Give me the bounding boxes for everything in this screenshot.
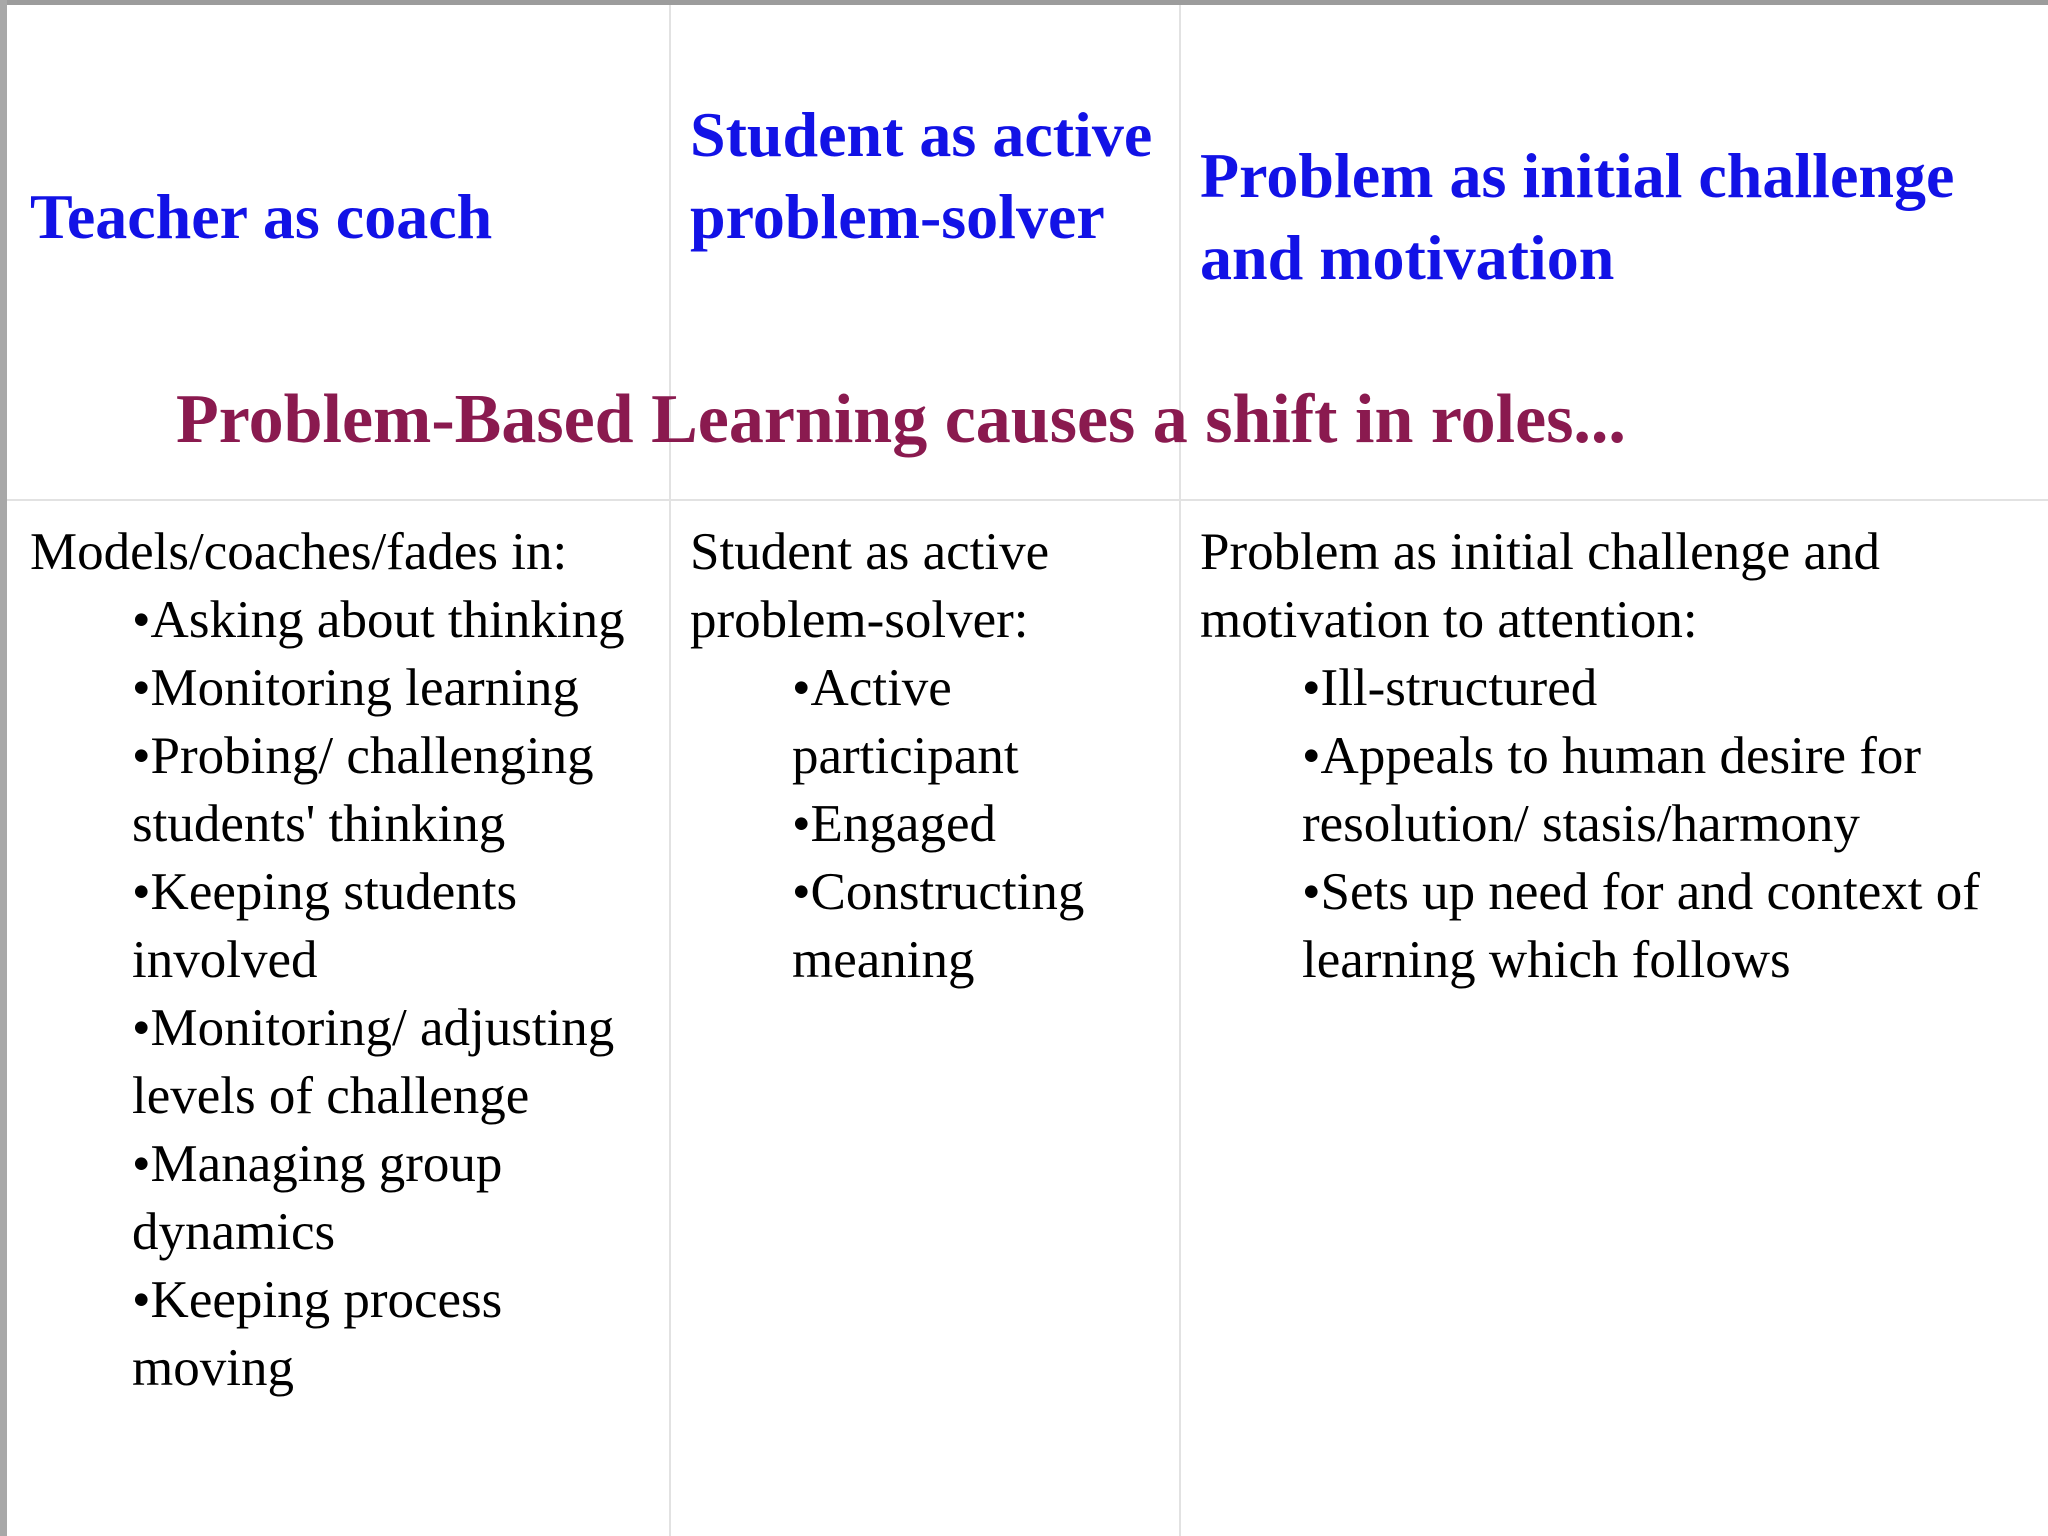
column-problem <box>1200 518 2030 994</box>
heading-problem: Problem as initial challenge and motivation <box>1200 140 1955 293</box>
bullet-list <box>132 586 660 1402</box>
list-item: •Constructing meaning <box>792 863 1085 989</box>
list-item: •Appeals to human desire for resolution/ stasis/harmony <box>1302 727 1922 853</box>
list-item: •Engaged <box>792 795 996 853</box>
list-item: •Managing group dynamics <box>132 1135 503 1261</box>
slide-title: Problem-Based Learning causes a shift in roles... <box>176 381 1626 458</box>
list-item: •Sets up need for and context of learning which follows <box>1302 863 1980 989</box>
column-intro: Student as active problem-solver: <box>690 523 1050 649</box>
column-intro: Problem as initial challenge and motivation to attention: <box>1200 523 1880 649</box>
list-item: •Probing/ challenging students' thinking <box>132 727 594 853</box>
column-intro: Models/coaches/fades in: <box>30 523 568 581</box>
bullet-list <box>1302 654 2030 994</box>
column-student <box>690 518 1170 994</box>
column-teacher <box>30 518 660 1402</box>
heading-student: Student as active problem-solver <box>690 99 1153 252</box>
list-item: •Asking about thinking <box>132 591 625 649</box>
list-item: •Monitoring learning <box>132 659 579 717</box>
frame-border-top <box>0 0 2048 5</box>
heading-teacher: Teacher as coach <box>30 181 493 252</box>
list-item: •Keeping process moving <box>132 1271 503 1397</box>
list-item: •Monitoring/ adjusting levels of challenge <box>132 999 615 1125</box>
list-item: •Keeping students involved <box>132 863 518 989</box>
list-item: •Ill-structured <box>1302 659 1598 717</box>
bullet-list <box>792 654 1170 994</box>
column-divider-2 <box>1179 5 1181 1536</box>
column-divider-1 <box>669 5 671 1536</box>
row-divider <box>7 499 2048 501</box>
list-item: •Active participant <box>792 659 1019 785</box>
frame-border-left <box>0 0 7 1536</box>
